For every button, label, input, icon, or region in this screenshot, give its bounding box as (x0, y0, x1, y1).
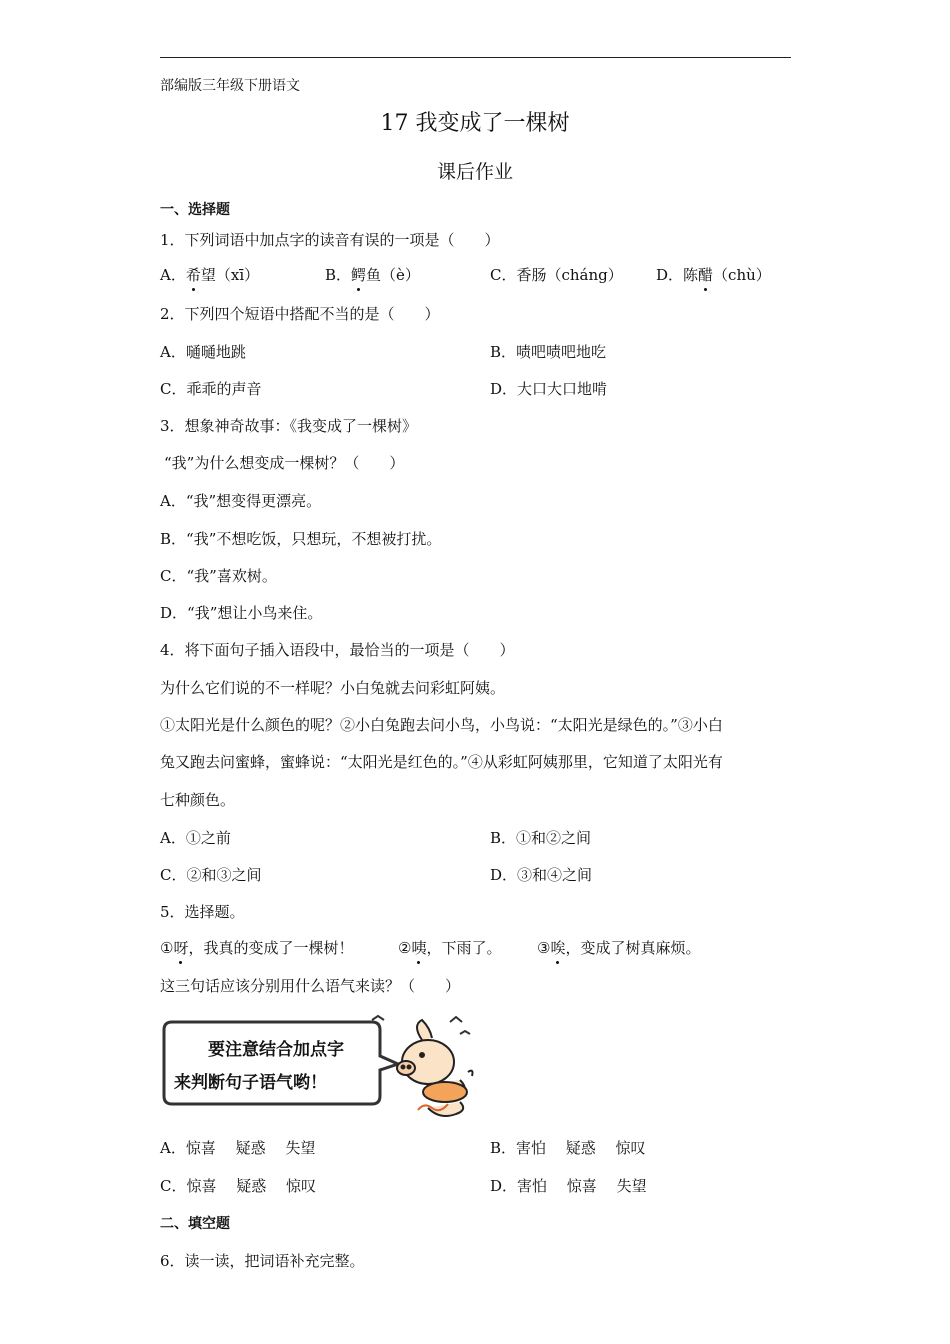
q4-passage-line: 七种颜色。 (160, 791, 236, 809)
q4-option-b[interactable]: B．①和②之间 (490, 829, 592, 847)
q2-option-a[interactable]: A．嗵嗵地跳 (160, 343, 246, 361)
q2-option-d[interactable]: D．大口大口地啃 (490, 380, 608, 398)
q1-option-d[interactable]: D．陈醋（chù） (656, 266, 771, 284)
q5-sentence-2: ②咦，下雨了。 (398, 939, 502, 957)
q1-stem: 1．下列词语中加点字的读音有误的一项是（ ） (160, 231, 500, 249)
q4-passage-line: ①太阳光是什么颜色的呢？②小白兔跑去问小鸟，小鸟说：“太阳光是绿色的。”③小白 (160, 716, 723, 734)
emphasis-dot-char: 希 (185, 266, 201, 284)
q4-stem: 4．将下面句子插入语段中，最恰当的一项是（ ） (160, 641, 515, 659)
section-heading-choice: 一、选择题 (160, 202, 230, 218)
q1-option-c[interactable]: C．香肠（cháng） (490, 266, 623, 284)
q2-option-b[interactable]: B．啧吧啧吧地吃 (490, 343, 607, 361)
q2-option-c[interactable]: C．乖乖的声音 (160, 380, 262, 398)
q3-option-c[interactable]: C．“我”喜欢树。 (160, 567, 277, 585)
q5-option-b[interactable]: B．害怕 疑惑 惊叹 (490, 1139, 646, 1157)
speech-bubble-pig-illustration (160, 1010, 480, 1125)
q5-stem: 5．选择题。 (160, 903, 245, 921)
emphasis-dot-char: 唉 (550, 939, 566, 957)
q3-option-d[interactable]: D．“我”想让小鸟来住。 (160, 604, 323, 622)
q3-option-a[interactable]: A．“我”想变得更漂亮。 (160, 492, 322, 510)
q5-option-c[interactable]: C．惊喜 疑惑 惊叹 (160, 1177, 317, 1195)
q5-question: 这三句话应该分别用什么语气来读？（ ） (160, 977, 461, 995)
emphasis-dot-char: 咦 (411, 939, 427, 957)
bubble-line-2: 来判断句子语气哟！ (174, 1073, 327, 1093)
hint-cartoon (160, 1010, 480, 1125)
emphasis-dot-char: 呀 (173, 939, 189, 957)
q5-sentence-3: ③唉，变成了树真麻烦。 (537, 939, 701, 957)
q3-stem: 3．想象神奇故事：《我变成了一棵树》 (160, 417, 418, 435)
course-label: 部编版三年级下册语文 (160, 78, 300, 94)
q4-insert-sentence: 为什么它们说的不一样呢？小白兔就去问彩虹阿姨。 (160, 679, 506, 697)
lesson-title: 17 我变成了一棵树 (380, 111, 570, 136)
q1-option-a[interactable]: A．希望（xī） (160, 266, 260, 284)
q2-stem: 2．下列四个短语中搭配不当的是（ ） (160, 305, 440, 323)
q4-passage-line: 兔又跑去问蜜蜂，蜜蜂说：“太阳光是红色的。”④从彩虹阿姨那里，它知道了太阳光有 (160, 753, 723, 771)
q4-option-d[interactable]: D．③和④之间 (490, 866, 593, 884)
emphasis-dot-char: 鳄 (351, 266, 367, 284)
section-heading-fill: 二、填空题 (160, 1216, 230, 1232)
q5-option-a[interactable]: A．惊喜 疑惑 失望 (160, 1139, 316, 1157)
q4-option-a[interactable]: A．①之前 (160, 829, 231, 847)
header-rule (160, 57, 791, 58)
q5-option-d[interactable]: D．害怕 惊喜 失望 (490, 1177, 647, 1195)
lesson-subtitle: 课后作业 (436, 161, 513, 183)
q6-stem: 6．读一读，把词语补充完整。 (160, 1252, 365, 1270)
q3-option-b[interactable]: B．“我”不想吃饭，只想玩，不想被打扰。 (160, 530, 442, 548)
emphasis-dot-char: 醋 (698, 266, 714, 284)
q5-sentence-1: ①呀，我真的变成了一棵树！ (160, 939, 354, 957)
q1-option-b[interactable]: B．鳄鱼（è） (325, 266, 420, 284)
bubble-line-1: 要注意结合加点字 (208, 1040, 344, 1060)
q3-subquestion: “我”为什么想变成一棵树？（ ） (164, 454, 405, 472)
q4-option-c[interactable]: C．②和③之间 (160, 866, 262, 884)
